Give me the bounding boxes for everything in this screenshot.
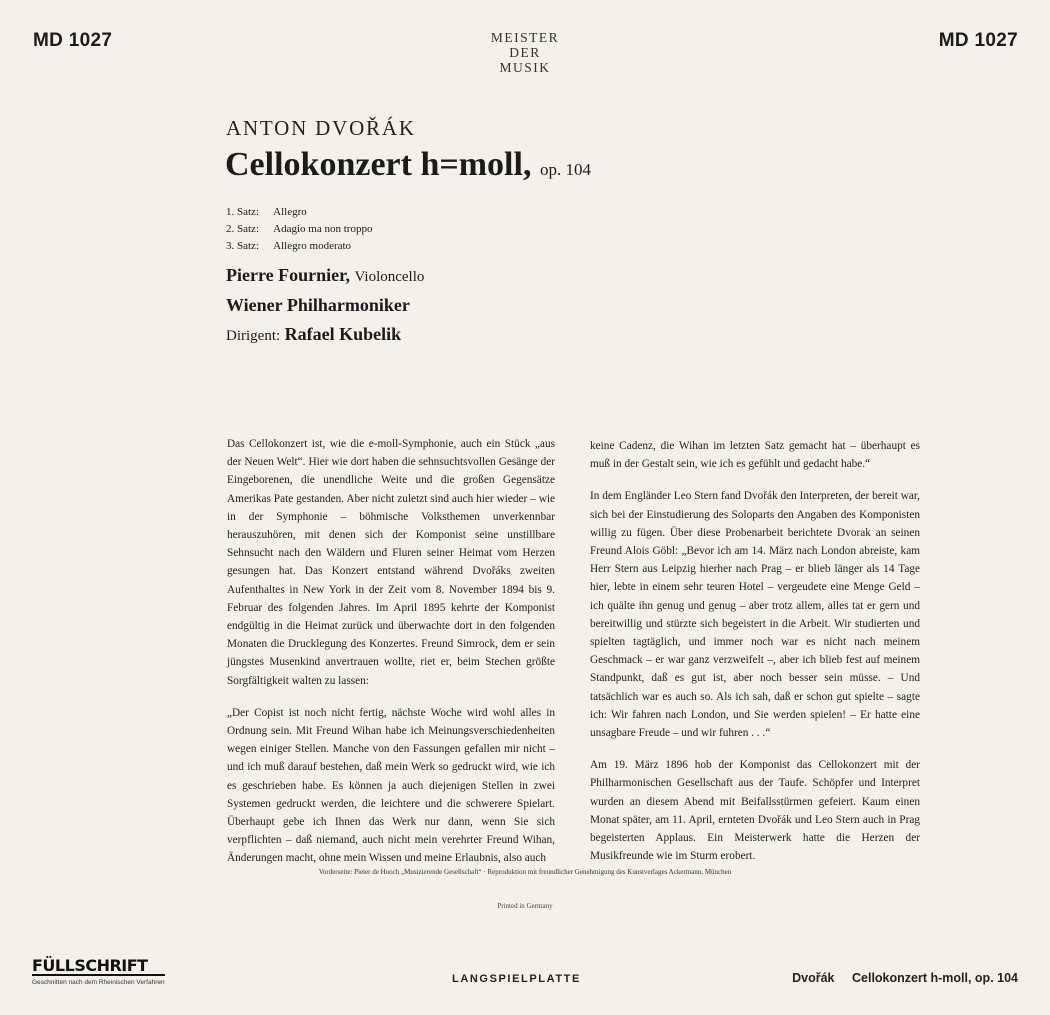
work-title-text: Cellokonzert h=moll,: [225, 146, 532, 183]
fullschrift-logo: [32, 958, 165, 986]
catalog-number-left: MD 1027: [33, 30, 113, 51]
movement-item: [226, 221, 372, 238]
liner-notes-left-column: [227, 435, 555, 882]
liner-paragraph: keine Cadenz, die Wihan im letzten Satz gemacht hat – überhaupt es muß in der Gestalt sein, wie ich es gefühlt und gedacht habe.“: [590, 440, 920, 471]
movement-number: 1. Satz:: [226, 206, 259, 218]
conductor-credit: [226, 324, 401, 345]
footer-work-title: [792, 971, 1018, 985]
logo-wordmark: FÜLLSCHRIFT: [32, 958, 165, 976]
footer-title-text: Cellokonzert h-moll, op. 104: [852, 971, 1018, 985]
conductor-name: Rafael Kubelik: [284, 324, 402, 344]
movement-name: Allegro: [273, 206, 307, 218]
movement-name: Allegro moderato: [273, 240, 352, 252]
liner-notes-right-column: [590, 437, 920, 879]
record-format: LANGSPIELPLATTE: [452, 973, 581, 985]
movement-list: [226, 204, 372, 255]
liner-paragraph: In dem Engländer Leo Stern fand Dvořák den Interpreten, der bereit war, sich bei der Einstudierung des Soloparts den Angaben des Komponisten willig zu fügen. Über diese Probenarbeit berichtete Dvorak an seinen Freund Alois Göbl: „Bevor ich am 14. März nach London abreiste, kam Herr Stern aus Leipzig hierher nach Prag – er blieb länger als 14 Tage hier, lebte in einem sehr teuren Hotel – vergeudete eine Menge Geld – ich quälte ihn genug und genug – aber trotz allem, alles tat er gern und bereitwillig und stürzte sich begeistert in die Arbeit. Wir studierten und spielten tagtäglich, und immer noch war es nicht nach meinem Geschmack – er war ganz verzweifelt –, aber ich blieb fest auf meinem Standpunkt, daß es gut ist, aber noch besser sein müsse. – Und tatsächlich war es auch so. Als ich sah, daß er schon gut spielte – sagte ich: Wir fahren nach London, und Sie werden spielen! – Er hatte eine unsagbare Freude – und wir fuhren . . .“: [590, 490, 920, 740]
movement-name: Adagio ma non troppo: [273, 223, 373, 235]
liner-paragraph: „Der Copist ist noch nicht fertig, nächste Woche wird wohl alles in Ordnung sein. Mit Freund Wihan habe ich Meinungsverschiedenheiten wegen einiger Stellen. Manche von den Fassungen gefallen mir nicht – und ich muß darauf bestehen, daß mein Werk so gedruckt wird, wie ich es geschrieben habe. Es können ja auch diejenigen Stellen in zwei Systemen gedruckt werden, die leichtere und die schwerere Spielart. Überhaupt gebe ich Ihnen das Werk nur dann, wenn Sie sich verpflichten – daß niemand, auch nicht mein verehrter Freund Wihan, Änderungen macht, ohne mein Wissen und meine Erlaubnis, also auch: [227, 706, 555, 865]
catalog-number-right: MD 1027: [938, 30, 1018, 51]
movement-number: 2. Satz:: [226, 223, 259, 235]
work-title: [225, 146, 591, 184]
soloist-name: Pierre Fournier,: [226, 265, 350, 285]
soloist-role: Violoncello: [354, 269, 425, 285]
series-line: DER: [509, 45, 541, 60]
soloist-credit: [226, 265, 424, 286]
movement-number: 3. Satz:: [226, 240, 259, 252]
footer-composer: Dvořák: [792, 971, 835, 985]
movement-item: [226, 204, 372, 221]
series-line: MEISTER: [490, 30, 560, 45]
liner-paragraph: Das Cellokonzert ist, wie die e-moll-Symphonie, auch ein Stück „aus der Neuen Welt“. Hier wie dort haben die sehnsuchtsvollen Gesänge der Eingeborenen, die unendliche Weite und die großen Gegensätze Amerikas Pate gestanden. Aber nicht zuletzt sind auch hier wieder – wie in der Symphonie – böhmische Volksthemen unverkennbar herauszuhören, mit denen sich der Komponist seine unstillbare Sehnsucht nach den Wäldern und Fluren seiner Heimat vom Herzen gesungen hat. Das Konzert entstand während Dvořáks zweiten Aufenthaltes in New York in der Zeit vom 8. November 1894 bis 9. Februar des folgenden Jahres. Im April 1895 kehrte der Komponist endgültig in die Heimat zurück und überwachte dort in den folgenden Monaten die Drucklegung des Konzertes. Freund Simrock, dem er sein jüngstes Musenkind anvertrauen wollte, riet er, beim Stechen größte Sorgfältigkeit walten zu lassen:: [227, 438, 555, 687]
printed-in-note: Printed in Germany: [497, 902, 553, 910]
series-line: MUSIK: [499, 60, 551, 75]
opus-number: op. 104: [539, 160, 591, 179]
composer-name: ANTON DVOŘÁK: [226, 116, 416, 140]
liner-paragraph: Am 19. März 1896 hob der Komponist das Cellokonzert mit der Philharmonischen Gesellschaft aus der Taufe. Schöpfer und Interpret wurden an diesem Abend mit Beifallsstürmen gefeiert. Kaum einen Monat später, am 11. April, ernteten Dvořák und Leo Stern auch in Prag begeisterten Applaus. Ein Meisterwerk hatte die Herzen der Musikfreunde wie im Sturm erobert.: [590, 759, 920, 863]
series-name: [475, 30, 575, 75]
orchestra-credit: Wiener Philharmoniker: [226, 295, 410, 315]
cover-art-credit: Vorderseite: Pieter de Hooch „Musizierende Gesellschaft“ · Reproduktion mit freundlicher Genehmigung des Kunstverlages Ackermann, München: [318, 868, 732, 876]
conductor-label: Dirigent:: [226, 328, 281, 344]
logo-subtitle: Geschnitten nach dem Rheinischen Verfahren: [32, 979, 165, 986]
movement-item: [226, 238, 372, 255]
